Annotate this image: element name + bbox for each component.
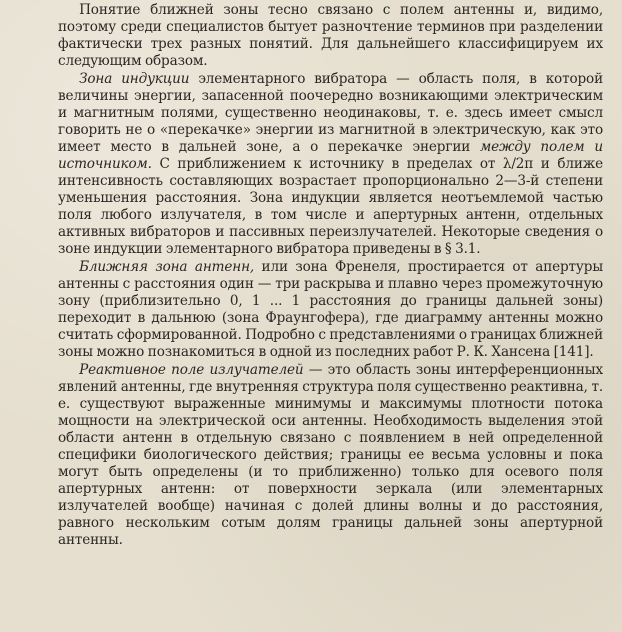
paragraph-reactive-field	[58, 362, 603, 549]
near-zone-term: Ближняя зона антенн,	[79, 259, 255, 275]
reactive-field-text: — это область зоны интерференционных явлений антенны, где внутренняя структура поля существенно реактивна, т. е. существуют выраженные минимумы и максимумы плотности потока мощности на электрической оси антенны. Необходимость выделения этой области антенн в отдельную связано с появлением в ней определенной специфики биологического действия; границы ее весьма условны и пока могут быть определены (и то приближенно) только для осевого поля апертурных антенн: от поверхности зеркала (или элементарных излучателей вообще) начиная с долей длины волны и до расстояния, равного нескольким сотым долям границы дальней зоны апертурной антенны.	[58, 362, 603, 548]
paragraph-induction-zone	[58, 71, 603, 258]
near-zone-text: или зона Френеля, простирается от апертуры антенны с расстояния один — три раскрыва и плавно через промежуточную зону (приблизительно 0, 1 ... 1 расстояния до границы дальней зоны) переходит в дальнюю (зона Фраунгофера), где диаграмму антенны можно считать сформированной. Подробно с представлениями о границах ближней зоны можно познакомиться в одной из последних работ Р. К. Хансена [141].	[58, 259, 604, 360]
induction-zone-text-1: элементарного вибратора — область поля, в которой величины энергии, запасенной поочередно возникающими электрическим и магнитным полями, существенно неодинаковы, т. е. здесь имеет смысл говорить не о «перекачке» энергии из магнитной в электрическую, как это имеет место в дальней зоне, а о перекачке энергии	[58, 71, 603, 155]
paragraph-intro	[58, 2, 603, 70]
induction-zone-term: Зона индукции	[79, 71, 190, 87]
induction-zone-emphasis: между полем и источником.	[58, 139, 603, 172]
paragraph-near-zone	[58, 259, 603, 361]
induction-zone-text-2: С приближением к источнику в пределах от λ/2π и ближе интенсивность составляющих возрастает пропорционально 2—3-й степени уменьшения расстояния. Зона индукции является неотъемлемой частью поля любого излучателя, в том числе и апертурных антенн, отдельных активных вибраторов и пассивных переизлучателей. Некоторые сведения о зоне индукции элементарного вибратора приведены в § 3.1.	[58, 156, 603, 257]
intro-text: Понятие ближней зоны тесно связано с полем антенны и, видимо, поэтому среди специалистов бытует разночтение терминов при разделении фактически трех разных понятий. Для дальнейшего классифицируем их следующим образом.	[58, 2, 603, 69]
reactive-field-term: Реактивное поле излучателей	[79, 362, 304, 378]
